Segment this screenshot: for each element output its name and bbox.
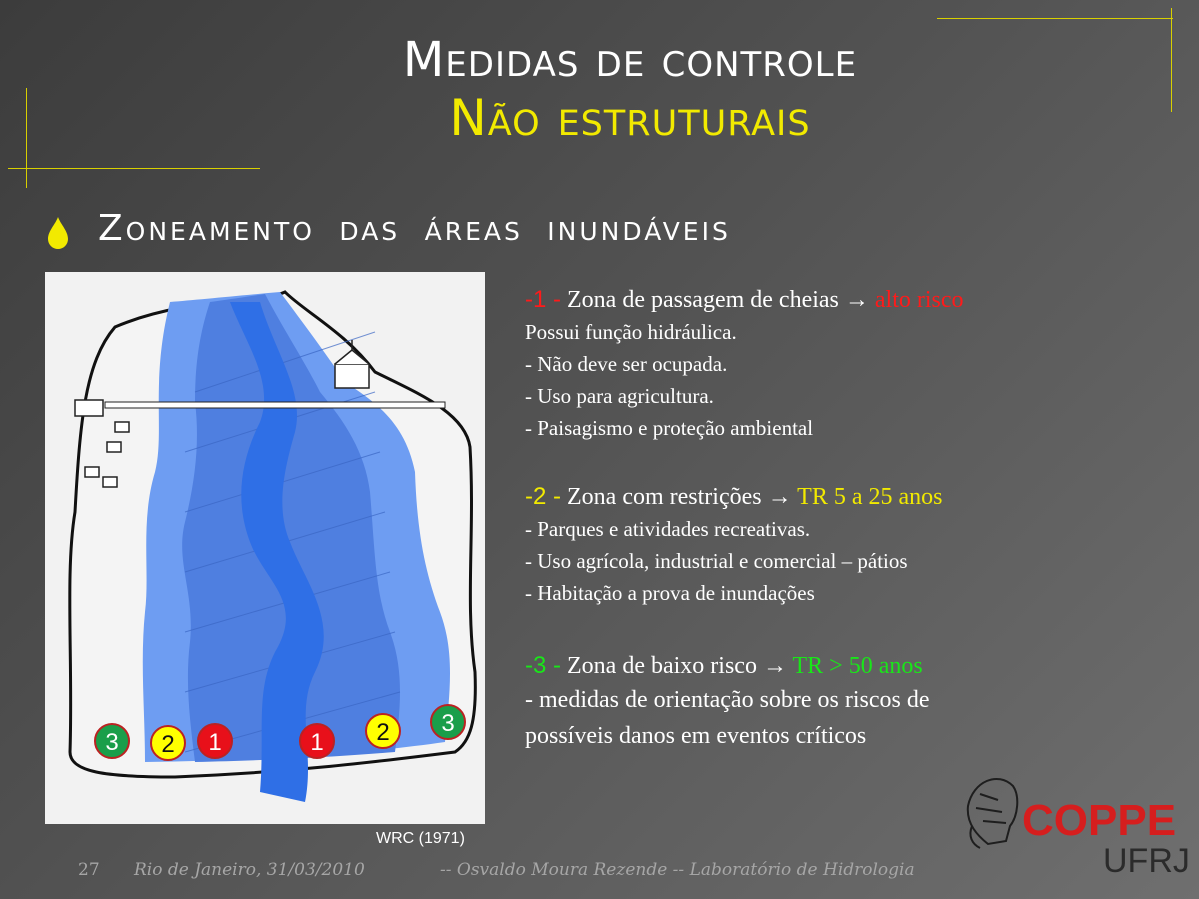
- svg-text:2: 2: [161, 731, 175, 758]
- zone-2-line: - Parques e atividades recreativas.: [525, 517, 811, 541]
- page-number: 27: [78, 860, 100, 880]
- zone-marker-2-right: [366, 714, 400, 748]
- zone-3-description: [525, 650, 1085, 754]
- map-drawing: [45, 272, 485, 824]
- slide-title: Medidas de controle: [402, 32, 858, 88]
- svg-text:3: 3: [105, 729, 119, 756]
- zone-2-line: - Uso agrícola, industrial e comercial – pátios: [525, 549, 908, 573]
- slide-subtitle: Não estruturais: [449, 89, 811, 147]
- zone-3-risk: TR > 50 anos: [786, 653, 923, 679]
- zone-marker-3-left: [95, 724, 129, 758]
- svg-text:1: 1: [208, 729, 222, 756]
- svg-text:2: 2: [376, 719, 390, 746]
- zone-1-line: - Paisagismo e proteção ambiental: [525, 416, 814, 440]
- decor-line-left-v: [26, 88, 27, 188]
- decor-line-top-right-v: [1171, 8, 1172, 112]
- floodplain-zoning-map: [45, 272, 485, 824]
- zone-marker-1-left: [198, 724, 232, 758]
- drop-bullet-icon: [45, 216, 71, 250]
- decor-line-top-right-h: [937, 18, 1173, 19]
- zone-2-line: - Habitação a prova de inundações: [525, 581, 815, 605]
- zone-2-risk: TR 5 a 25 anos: [791, 484, 943, 510]
- arrow-icon: →: [762, 653, 787, 679]
- zone-marker-1-right: [300, 724, 334, 758]
- arrow-icon: →: [844, 287, 869, 313]
- figure-source: WRC (1971): [376, 830, 465, 847]
- zone-1-title: Zona de passagem de cheias: [567, 287, 845, 313]
- zone-2-title-line: [525, 481, 1085, 513]
- zone-1-line: Possui função hidráulica.: [525, 320, 737, 344]
- svg-text:1: 1: [310, 729, 324, 756]
- zone-3-number: -3 -: [525, 652, 561, 679]
- zone-marker-2-left: [151, 726, 185, 760]
- section-heading: Zoneamento das áreas inundáveis: [98, 208, 731, 249]
- zone-3-line: possíveis danos em eventos críticos: [525, 723, 867, 749]
- zone-1-description: [525, 284, 1085, 444]
- zone-marker-3-right: [431, 705, 465, 739]
- zone-1-number: -1 -: [525, 286, 561, 313]
- zone-1-risk: alto risco: [868, 287, 964, 313]
- arrow-icon: →: [767, 484, 792, 510]
- zone-1-title-line: [525, 284, 1085, 316]
- zone-1-line: - Não deve ser ocupada.: [525, 352, 728, 376]
- zone-1-line: - Uso para agricultura.: [525, 384, 714, 408]
- svg-text:3: 3: [441, 710, 455, 737]
- zone-2-title: Zona com restrições: [567, 484, 768, 510]
- logo-coppe-text: COPPE: [1022, 796, 1177, 845]
- footer-author: -- Osvaldo Moura Rezende -- Laboratório de Hidrologia: [440, 860, 915, 880]
- zone-3-line: - medidas de orientação sobre os riscos de: [525, 687, 930, 713]
- zone-2-description: [525, 481, 1085, 609]
- zone-2-number: -2 -: [525, 483, 561, 510]
- footer-place-date: Rio de Janeiro, 31/03/2010: [134, 860, 365, 880]
- decor-line-left-h: [8, 168, 260, 169]
- zone-3-title: Zona de baixo risco: [567, 653, 763, 679]
- zone-3-title-line: [525, 650, 1085, 682]
- logo-ufrj-text: UFRJ: [1103, 842, 1190, 880]
